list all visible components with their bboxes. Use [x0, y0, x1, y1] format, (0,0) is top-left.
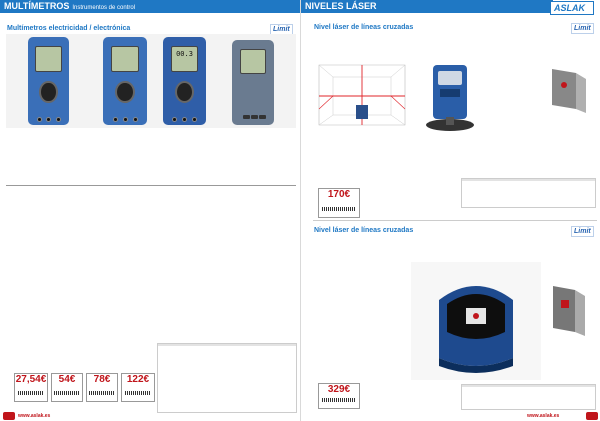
meter-dial [39, 81, 57, 103]
price-tag-3 [86, 373, 118, 402]
left-header [0, 0, 300, 13]
price-tag-4 [121, 373, 155, 402]
right-page [300, 0, 600, 421]
limit-logo: Limit [571, 23, 594, 34]
meter-dial [115, 81, 134, 103]
left-section-title: Multímetros electricidad / electrónica [7, 25, 131, 32]
barcode [89, 391, 114, 395]
meter-display [240, 49, 267, 75]
logo-text: ASLAK [554, 3, 585, 13]
price-value: 54€ [58, 374, 76, 385]
left-header-subtitle: Instrumentos de control [72, 5, 136, 11]
footer-url-left[interactable]: www.aslak.es [18, 413, 51, 419]
price-tag-2 [51, 373, 83, 402]
meter-jack [123, 117, 128, 122]
multimeter-4 [232, 40, 274, 125]
meter-display: 00.3 [171, 46, 199, 72]
wall-adapter-1 [546, 65, 591, 115]
product-2-description [314, 236, 596, 262]
limit-logo: Limit [571, 226, 594, 237]
multimeter-3 [163, 37, 206, 125]
meter-display [111, 46, 139, 72]
price-value: 329€ [327, 384, 351, 395]
limit-logo: Limit [270, 24, 293, 35]
barcode [54, 391, 79, 395]
meter-4-description [222, 130, 292, 180]
product-2-price-tag [318, 383, 360, 409]
meter-button [251, 115, 258, 119]
accessories-header [462, 385, 595, 387]
multimeter-1 [28, 37, 69, 125]
left-header-title: MULTÍMETROS [4, 1, 70, 11]
meter-jack [56, 117, 61, 122]
meter-jack [46, 117, 51, 122]
price-tag-1 [14, 373, 48, 402]
laser-level-device-2 [417, 262, 535, 380]
product-1-note [461, 209, 596, 217]
barcode [125, 391, 152, 395]
meter-jack [133, 117, 138, 122]
product-2-accessories-box [461, 384, 596, 410]
meter-jack [37, 117, 42, 122]
accessories-header [462, 179, 595, 181]
product-divider [313, 220, 597, 221]
price-value: 27,54€ [15, 374, 47, 385]
aslak-logo [550, 1, 594, 15]
meter-button [259, 115, 266, 119]
barcode [322, 207, 356, 211]
price-value: 78€ [93, 374, 111, 385]
accessories-box [157, 343, 297, 413]
product-1-description [314, 33, 596, 55]
multimeter-2 [103, 37, 147, 125]
accessories-header [158, 344, 296, 346]
barcode [322, 398, 356, 402]
product-2-title: Nivel láser de líneas cruzadas [314, 227, 414, 234]
spec-table-top-rule [6, 185, 296, 186]
price-value: 170€ [327, 189, 351, 200]
right-header [301, 0, 553, 13]
wall-adapter-2 [547, 282, 591, 340]
meter-2-description [78, 130, 144, 180]
laser-level-device-1 [419, 61, 481, 135]
right-header-title: NIVELES LÁSER [305, 1, 377, 11]
meter-button [243, 115, 250, 119]
meter-dial [175, 81, 194, 103]
page-number-right [586, 412, 598, 420]
footer-url-right[interactable]: www.aslak.es [527, 413, 560, 419]
price-value: 122€ [126, 374, 150, 385]
meter-jack [172, 117, 177, 122]
meter-1-description [7, 130, 71, 180]
product-1-title: Nivel láser de líneas cruzadas [314, 24, 414, 31]
product-1-accessories-box [461, 178, 596, 208]
page-number-left [3, 412, 15, 420]
meter-jack [192, 117, 197, 122]
meter-display [35, 46, 61, 72]
meter-jack [182, 117, 187, 122]
meter-jack [113, 117, 118, 122]
meter-3-description [150, 130, 214, 180]
product-1-price-tag [318, 188, 360, 218]
laser-room-illustration [311, 57, 413, 133]
barcode [18, 391, 45, 395]
